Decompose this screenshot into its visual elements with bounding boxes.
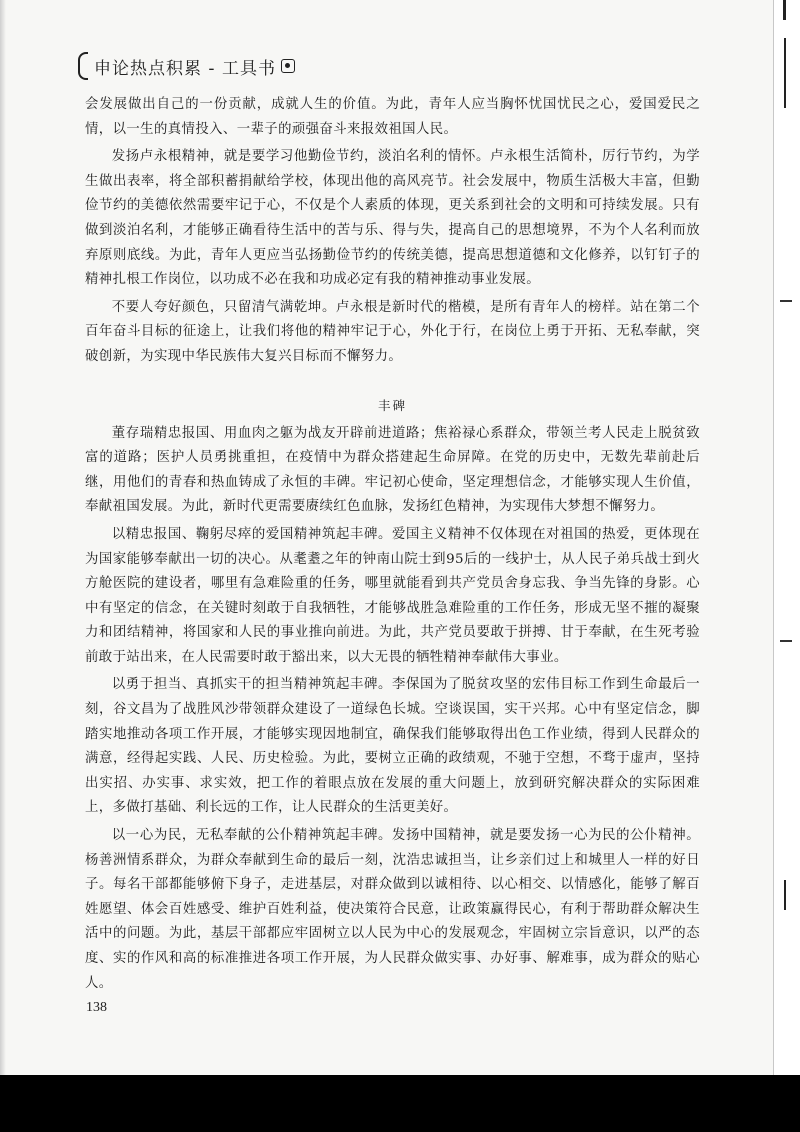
paragraph: 以一心为民，无私奉献的公仆精神筑起丰碑。发扬中国精神，就是要发扬一心为民的公仆精神。杨善洲情系群众，为群众奉献到生命的最后一刻，沈浩忠诚担当，让乡亲们过上和城里人一样的好日子。每名干部都能够俯下身子，走进基层，对群众做到以诚相待、以心相交、以情感化，能够了解百姓愿望、体会百姓感受、维护百姓利益，使决策符合民意，让政策赢得民心，有利于帮助群众解决生活中的问题。为此，基层干部都应牢固树立以人民为中心的发展观念，牢固树立宗旨意识，以严的态度、实的作风和高的标准推进各项工作开展，为人民群众做实事、办好事、解难事，成为群众的贴心人。	[85, 828, 700, 991]
header-title: 申论热点积累 - 工具书	[94, 58, 276, 79]
binding-mark	[784, 880, 786, 910]
paragraph: 发扬卢永根精神，就是要学习他勤俭节约，淡泊名利的情怀。卢永根生活简朴，厉行节约，为学生做出表率，将全部积蓄捐献给学校，体现出他的高风亮节。社会发展中，物质生活极大丰富，但勤俭节约的美德依然需要牢记于心，不仅是个人素质的体现，更关系到社会的文明和可持续发展。只有做到淡泊名利，才能够正确看待生活中的苦与乐、得与失，提高自己的思想境界，不为个人名利而放弃原则底线。为此，青年人更应当弘扬勤俭节约的传统美德，提高思想道德和文化修养，以钉钉子的精神扎根工作岗位，以功成不必在我和功成必定有我的精神推动事业发展。	[85, 149, 700, 288]
binding-mark	[784, 38, 786, 108]
body-text	[85, 93, 700, 999]
binding-mark	[783, 0, 786, 20]
paragraph: 董存瑞精忠报国、用血肉之躯为战友开辟前进道路；焦裕禄心系群众，带领兰考人民走上脱贫致富的道路；医护人员勇挑重担，在疫情中为群众搭建起生命屏障。在党的历史中，无数先辈前赴后继，用他们的青春和热血铸成了永恒的丰碑。牢记初心使命，坚定理想信念，才能够实现人生价值，奉献祖国发展。为此，新时代更需要赓续红色血脉，发扬红色精神，为实现伟大梦想不懈努力。	[85, 425, 700, 515]
paragraph: 以勇于担当、真抓实干的担当精神筑起丰碑。李保国为了脱贫攻坚的宏伟目标工作到生命最后一刻，谷文昌为了战胜风沙带领群众建设了一道绿色长城。空谈误国，实干兴邦。心中有坚定信念，脚踏实地推动各项工作开展，才能够实现因地制宜，确保我们能够取得出色工作业绩，得到人民群众的满意，经得起实践、人民、历史检验。为此，要树立正确的政绩观，不驰于空想，不骛于虚声，坚持出实招、办实事、求实效，把工作的着眼点放在发展的重大问题上，放到研究解决群众的实际困难上，多做打基础、利长远的工作，让人民群众的生活更美好。	[85, 677, 700, 816]
paragraph: 会发展做出自己的一份贡献，成就人生的价值。为此，青年人应当胸怀忧国忧民之心，爱国爱民之情，以一生的真情投入、一辈子的顽强奋斗来报效祖国人民。	[85, 97, 700, 137]
book-mark-icon	[281, 59, 295, 73]
scan-bottom-band	[0, 1075, 800, 1132]
binding-tick	[780, 300, 792, 302]
section-title: 丰碑	[377, 397, 407, 413]
header-bracket	[78, 52, 88, 80]
paragraph: 以精忠报国、鞠躬尽瘁的爱国精神筑起丰碑。爱国主义精神不仅体现在对祖国的热爱，更体现在为国家能够奉献出一切的决心。从耄耋之年的钟南山院士到95后的一线护士，从人民子弟兵战士到火方舱医院的建设者，哪里有急难险重的任务，哪里就能看到共产党员舍身忘我、争当先锋的身影。心中有坚定的信念，在关键时刻敢于自我牺牲，才能够战胜急难险重的工作任务，形成无坚不摧的凝聚力和团结精神，将国家和人民的事业推向前进。为此，共产党员要敢于拼搏、甘于奉献，在生死考验前敢于站出来，在人民需要时敢于豁出来，以大无畏的牺牲精神奉献伟大事业。	[85, 526, 700, 665]
paragraph: 不要人夸好颜色，只留清气满乾坤。卢永根是新时代的楷模，是所有青年人的榜样。站在第二个百年奋斗目标的征途上，让我们将他的精神牢记于心，外化于行，在岗位上勇于开拓、无私奉献，突破创新，为实现中华民族伟大复兴目标而不懈努力。	[85, 299, 700, 364]
running-header	[78, 52, 295, 80]
binding-tick	[780, 640, 792, 642]
binding-edge	[773, 0, 800, 1075]
page-left-shadow	[0, 0, 6, 1075]
page-number: 138	[86, 1000, 107, 1015]
